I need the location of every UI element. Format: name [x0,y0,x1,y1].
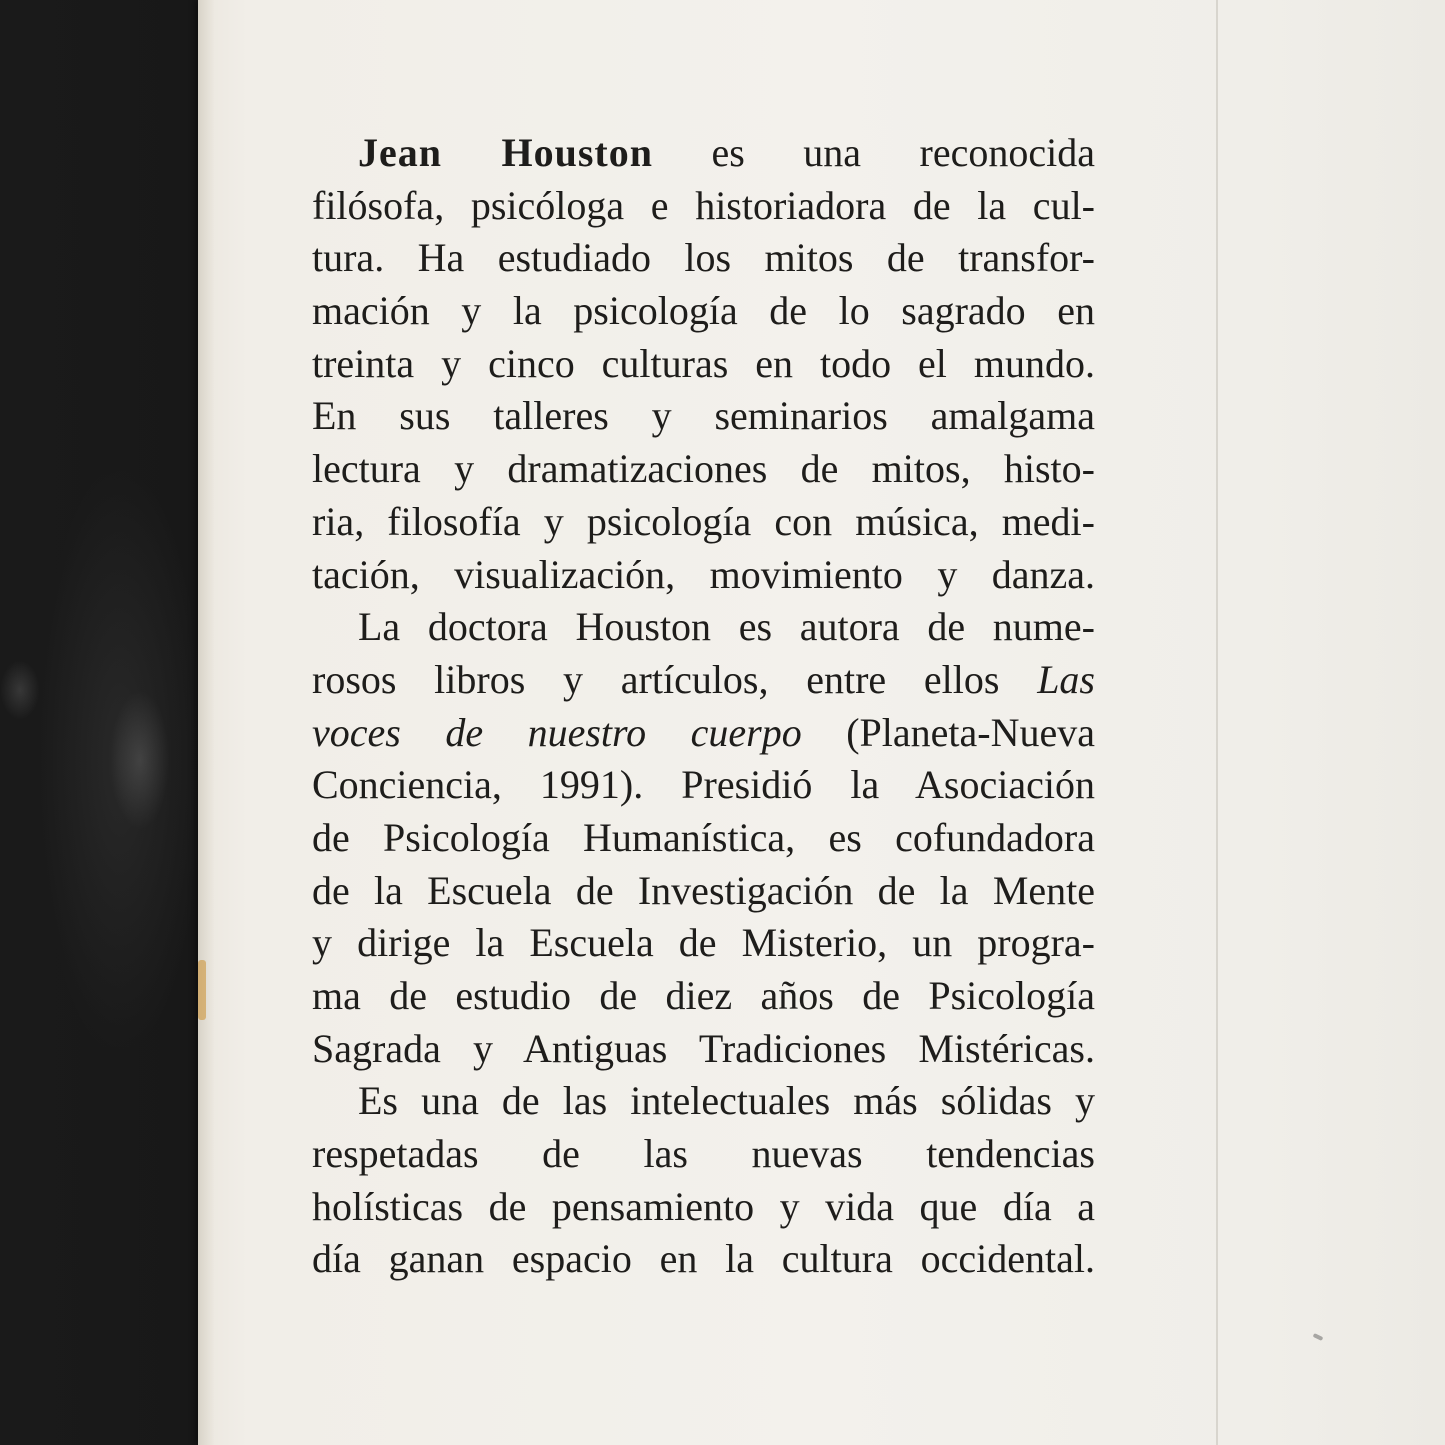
bio-line: treinta y cinco culturas en todo el mundo. [312,340,1095,386]
page-edge [198,0,214,1445]
dark-background-surface [0,0,205,1445]
bio-line: Es una de las intelectuales más sólidas y [358,1078,1095,1124]
bio-line: La doctora Houston es autora de nume- [358,604,1095,650]
bio-line: filósofa, psicóloga e historiadora de la cul- [312,182,1095,228]
book-title-part: Las [1037,656,1095,702]
bio-line: voces de nuestro cuerpo (Planeta-Nueva [312,709,1095,755]
page-speck [1313,1333,1324,1341]
page-stain [198,960,206,1020]
bio-line: de Psicología Humanística, es cofundadora [312,814,1095,860]
bio-line: ria, filosofía y psicología con música, medi- [312,498,1095,544]
bio-line: Sagrada y Antiguas Tradiciones Mistéricas. [312,1025,1095,1071]
bio-line: día ganan espacio en la cultura occidental. [312,1236,1095,1282]
bio-line: rosos libros y artículos, entre ellos Las [312,656,1095,702]
bio-line: Conciencia, 1991). Presidió la Asociación [312,762,1095,808]
author-biography [312,127,1095,1286]
flap-fold-line [1216,0,1218,1445]
bio-line: tación, visualización, movimiento y danza. [312,551,1095,597]
bio-line: de la Escuela de Investigación de la Mente [312,867,1095,913]
bio-line: mación y la psicología de lo sagrado en [312,288,1095,334]
bio-line: y dirige la Escuela de Misterio, un progra- [312,920,1095,966]
light-glare [110,690,170,830]
book-title-part: voces de nuestro cuerpo [312,709,802,755]
bio-line: lectura y dramatizaciones de mitos, histo- [312,446,1095,492]
bio-line: holísticas de pensamiento y vida que día a [312,1183,1095,1229]
bio-line: En sus talleres y seminarios amalgama [312,393,1095,439]
bio-line: ma de estudio de diez años de Psicología [312,973,1095,1018]
bio-line: tura. Ha estudiado los mitos de transfor- [312,235,1095,281]
bio-line: Jean Houston es una reconocida [358,130,1095,175]
light-glare-small [0,660,40,720]
bio-line: respetadas de las nuevas tendencias [312,1131,1095,1177]
author-name: Jean Houston [358,130,653,175]
